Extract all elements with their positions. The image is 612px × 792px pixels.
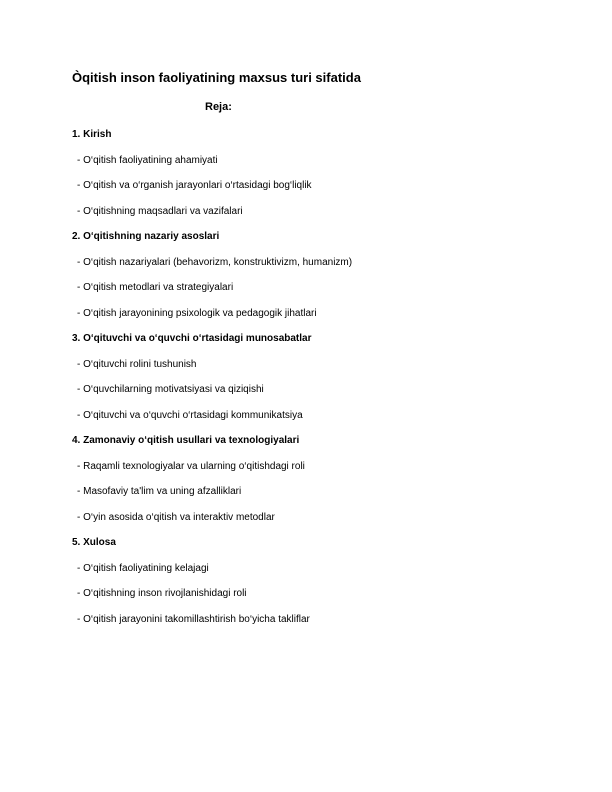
section-item: - O‘qitish jarayonining psixologik va pedagogik jihatlari	[77, 307, 317, 319]
section-item: - Raqamli texnologiyalar va ularning o‘qitishdagi roli	[77, 460, 305, 472]
section-heading: 5. Xulosa	[72, 537, 116, 548]
section-item: - O‘qitish va o‘rganish jarayonlari o‘rtasidagi bog‘liqlik	[77, 180, 312, 191]
section-item: - O‘qitishning inson rivojlanishidagi roli	[77, 588, 247, 599]
outline	[72, 126, 552, 636]
section-item: - O‘yin asosida o‘qitish va interaktiv metodlar	[77, 511, 275, 523]
section-item: - O‘qituvchi va o‘quvchi o‘rtasidagi kommunikatsiya	[77, 409, 303, 421]
section-item: - O‘quvchilarning motivatsiyasi va qiziqishi	[77, 384, 264, 395]
document-subtitle: Reja:	[205, 101, 232, 113]
section-item: - O‘qitish metodlari va strategiyalari	[77, 282, 234, 293]
section-heading: 4. Zamonaviy o‘qitish usullari va texnologiyalari	[72, 435, 300, 446]
section-item: - O‘qitish nazariyalari (behavorizm, konstruktivizm, humanizm)	[77, 256, 353, 268]
section-heading: 3. O‘qituvchi va o‘quvchi o‘rtasidagi munosabatlar	[72, 333, 312, 344]
outline-section-3	[72, 330, 552, 432]
section-item: - O‘qitish faoliyatining ahamiyati	[77, 154, 218, 166]
section-item: - O‘qitish jarayonini takomillashtirish bo‘yicha takliflar	[77, 613, 310, 625]
outline-section-5	[72, 534, 552, 636]
document-title: Òqitish inson faoliyatining maxsus turi sifatida	[72, 70, 361, 85]
outline-section-1	[72, 126, 552, 228]
outline-section-4	[72, 432, 552, 534]
section-item: - Masofaviy ta'lim va uning afzalliklari	[77, 486, 242, 497]
section-item: - O‘qitishning maqsadlari va vazifalari	[77, 205, 243, 217]
section-item: - O‘qituvchi rolini tushunish	[77, 358, 197, 370]
section-item: - O‘qitish faoliyatining kelajagi	[77, 562, 209, 574]
section-heading: 2. O‘qitishning nazariy asoslari	[72, 231, 220, 242]
outline-section-2	[72, 228, 552, 330]
section-heading: 1. Kirish	[72, 129, 112, 140]
